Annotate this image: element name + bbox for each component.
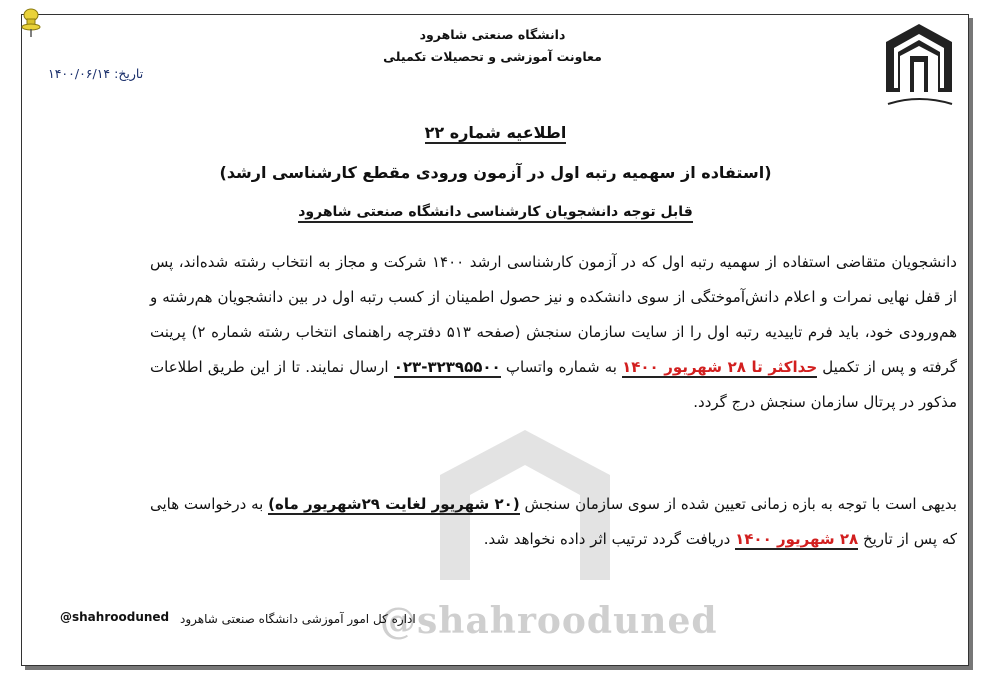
institution-header: [360, 24, 625, 68]
notice-audience: قابل توجه دانشجویان کارشناسی دانشگاه صنعتی شاهرود: [0, 204, 991, 220]
office-signature: اداره کل امور آموزشی دانشگاه صنعتی شاهرود: [180, 612, 416, 626]
pushpin-icon: [20, 8, 42, 38]
notice-title: اطلاعیه شماره ۲۲: [424, 123, 567, 142]
paragraph-1: [150, 245, 957, 420]
window-highlight: (۲۰ شهریور لغایت ۲۹شهریور ماه): [268, 495, 520, 513]
watermark-handle: @shahrooduned: [380, 600, 718, 642]
university-logo: [880, 22, 958, 114]
paragraph-2: [150, 487, 957, 557]
date-line: [48, 66, 143, 81]
paragraph-1-part2: به شماره واتساپ: [505, 358, 617, 376]
date-label: تاریخ:: [114, 66, 144, 81]
notice-subtitle: (استفاده از سهمیه رتبه اول در آزمون ورودی مقطع کارشناسی ارشد): [219, 163, 772, 182]
deadline-highlight: حداکثر تا ۲۸ شهریور ۱۴۰۰: [622, 358, 818, 376]
paragraph-2-part1: بدیهی است با توجه به بازه زمانی تعیین شده از سوی سازمان سنجش: [524, 495, 957, 513]
paragraph-1-part3: ارسال نمایند. تا از این طریق اطلاعات مذکور در پرتال سازمان سنجش درج گردد.: [150, 358, 957, 411]
deputy-name: معاونت آموزشی و تحصیلات تکمیلی: [383, 49, 602, 64]
whatsapp-number: ۰۲۳-۳۲۳۹۵۵۰۰: [393, 358, 501, 376]
cutoff-date-highlight: ۲۸ شهریور ۱۴۰۰: [735, 530, 859, 548]
social-handle: @shahrooduned: [60, 610, 170, 624]
date-value: ۱۴۰۰/۰۶/۱۴: [48, 66, 111, 81]
university-name: دانشگاه صنعتی شاهرود: [419, 27, 566, 42]
paragraph-1-part1: دانشجویان متقاضی استفاده از سهمیه رتبه اول که در آزمون کارشناسی ارشد ۱۴۰۰ شرکت و مجاز به انتخاب رشته شده‌اند، پس از قفل نهایی نمرات و اعلام دانش‌آموختگی از سوی دانشکده و نیز حصول اطمینان از کسب رتبه اول در بین دانشجویان هم‌رشته و هم‌ورودی خود، باید فرم تاییدیه رتبه اول را از سایت سازمان سنجش (صفحه ۵۱۳ دفترچه راهنمای انتخاب رشته شماره ۲) پرینت گرفته و پس از تکمیل: [150, 253, 957, 376]
paragraph-2-part3: دریافت گردد ترتیب اثر داده نخواهد شد.: [483, 530, 731, 548]
paragraph-2-part2: به درخواست هایی که پس از تاریخ: [150, 495, 957, 548]
